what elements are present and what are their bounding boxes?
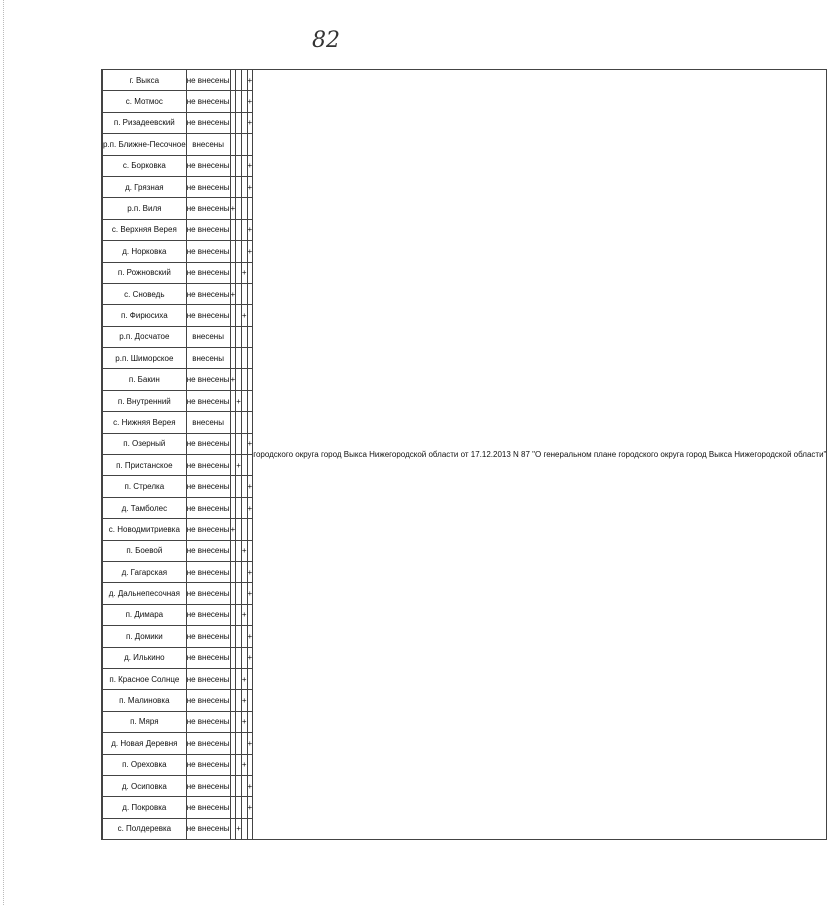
mark-cell-4: + <box>247 583 253 604</box>
settlement-name-cell: д. Осиповка <box>103 775 187 796</box>
status-cell: не внесены <box>186 540 230 561</box>
status-cell: не внесены <box>186 668 230 689</box>
settlement-name-cell: д. Грязная <box>103 176 187 197</box>
note-cell: городского округа город Выкса Нижегородской области от 17.12.2013 N 87 "О генеральном плане городского округа город Выкса Нижегородской области" <box>253 70 827 840</box>
settlement-name-cell: п. Озерный <box>103 433 187 454</box>
mark-cell-4: + <box>247 476 253 497</box>
mark-cell-4 <box>247 818 253 839</box>
mark-cell-4: + <box>247 626 253 647</box>
mark-cell-4 <box>247 348 253 369</box>
mark-cell-2: + <box>236 818 242 839</box>
settlement-name-cell: д. Тамболес <box>103 497 187 518</box>
status-cell: не внесены <box>186 70 230 91</box>
mark-cell-3: + <box>241 305 247 326</box>
mark-cell-4: + <box>247 647 253 668</box>
status-cell: не внесены <box>186 219 230 240</box>
mark-cell-1: + <box>230 369 236 390</box>
mark-cell-4: + <box>247 176 253 197</box>
settlement-name-cell: п. Красное Солнце <box>103 668 187 689</box>
status-cell: не внесены <box>186 818 230 839</box>
mark-cell-2: + <box>236 390 242 411</box>
settlement-name-cell: д. Новая Деревня <box>103 733 187 754</box>
mark-cell-3: + <box>241 711 247 732</box>
status-cell: не внесены <box>186 497 230 518</box>
mark-cell-3: + <box>241 604 247 625</box>
settlement-name-cell: п. Внутренний <box>103 390 187 411</box>
mark-cell-1: + <box>230 283 236 304</box>
settlement-name-cell: р.п. Виля <box>103 198 187 219</box>
mark-cell-4 <box>247 390 253 411</box>
mark-cell-4 <box>247 369 253 390</box>
status-cell: не внесены <box>186 647 230 668</box>
mark-cell-3: + <box>241 668 247 689</box>
mark-cell-4: + <box>247 561 253 582</box>
mark-cell-4: + <box>247 433 253 454</box>
mark-cell-4 <box>247 690 253 711</box>
settlement-name-cell: с. Полдеревка <box>103 818 187 839</box>
settlement-name-cell: п. Ризадеевский <box>103 112 187 133</box>
status-cell: не внесены <box>186 305 230 326</box>
settlement-name-cell: п. Димара <box>103 604 187 625</box>
mark-cell-1: + <box>230 198 236 219</box>
status-cell: не внесены <box>186 155 230 176</box>
mark-cell-4: + <box>247 91 253 112</box>
mark-cell-4: + <box>247 797 253 818</box>
settlement-name-cell: п. Малиновка <box>103 690 187 711</box>
settlement-name-cell: с. Новодмитриевка <box>103 519 187 540</box>
handwritten-page-number: 82 <box>312 28 340 53</box>
mark-cell-4: + <box>247 241 253 262</box>
status-cell: не внесены <box>186 561 230 582</box>
mark-cell-3: + <box>241 690 247 711</box>
mark-cell-4 <box>247 754 253 775</box>
mark-cell-4 <box>247 711 253 732</box>
status-cell: не внесены <box>186 241 230 262</box>
settlement-name-cell: с. Верхняя Верея <box>103 219 187 240</box>
mark-cell-4: + <box>247 733 253 754</box>
settlement-name-cell: д. Гагарская <box>103 561 187 582</box>
settlement-name-cell: с. Борковка <box>103 155 187 176</box>
status-cell: внесены <box>186 326 230 347</box>
mark-cell-3: + <box>241 262 247 283</box>
mark-cell-4 <box>247 412 253 433</box>
status-cell: не внесены <box>186 690 230 711</box>
mark-cell-4 <box>247 305 253 326</box>
settlement-name-cell: д. Дальнепесочная <box>103 583 187 604</box>
mark-cell-4: + <box>247 497 253 518</box>
status-cell: не внесены <box>186 476 230 497</box>
settlement-name-cell: г. Выкса <box>103 70 187 91</box>
settlement-name-cell: р.п. Шиморское <box>103 348 187 369</box>
mark-cell-1: + <box>230 519 236 540</box>
status-cell: не внесены <box>186 519 230 540</box>
scan-edge-dots <box>3 0 4 905</box>
status-cell: не внесены <box>186 198 230 219</box>
mark-cell-4 <box>247 134 253 155</box>
mark-cell-4: + <box>247 112 253 133</box>
status-cell: не внесены <box>186 733 230 754</box>
status-cell: не внесены <box>186 433 230 454</box>
mark-cell-3: + <box>241 540 247 561</box>
mark-cell-4: + <box>247 219 253 240</box>
table-row <box>102 70 827 91</box>
mark-cell-4 <box>247 604 253 625</box>
table-body <box>102 70 827 840</box>
status-cell: не внесены <box>186 283 230 304</box>
mark-cell-4 <box>247 262 253 283</box>
mark-cell-4 <box>247 668 253 689</box>
mark-cell-4 <box>247 198 253 219</box>
settlement-name-cell: п. Рожновский <box>103 262 187 283</box>
settlement-name-cell: д. Покровка <box>103 797 187 818</box>
mark-cell-4 <box>247 283 253 304</box>
status-cell: не внесены <box>186 775 230 796</box>
mark-cell-2: + <box>236 455 242 476</box>
settlement-name-cell: п. Стрелка <box>103 476 187 497</box>
settlement-name-cell: с. Нижняя Верея <box>103 412 187 433</box>
status-cell: не внесены <box>186 176 230 197</box>
status-cell: не внесены <box>186 262 230 283</box>
settlement-name-cell: д. Илькино <box>103 647 187 668</box>
settlement-name-cell: п. Бакин <box>103 369 187 390</box>
status-cell: не внесены <box>186 91 230 112</box>
status-cell: внесены <box>186 348 230 369</box>
settlement-name-cell: п. Мяря <box>103 711 187 732</box>
mark-cell-4: + <box>247 775 253 796</box>
settlement-name-cell: п. Пристанское <box>103 455 187 476</box>
status-cell: не внесены <box>186 583 230 604</box>
mark-cell-4: + <box>247 70 253 91</box>
settlement-name-cell: р.п. Досчатое <box>103 326 187 347</box>
status-cell: не внесены <box>186 390 230 411</box>
mark-cell-4: + <box>247 155 253 176</box>
settlement-name-cell: р.п. Ближне-Песочное <box>103 134 187 155</box>
mark-cell-3: + <box>241 754 247 775</box>
settlement-name-cell: с. Сноведь <box>103 283 187 304</box>
settlement-name-cell: п. Домики <box>103 626 187 647</box>
status-cell: не внесены <box>186 754 230 775</box>
settlement-name-cell: п. Боевой <box>103 540 187 561</box>
mark-cell-4 <box>247 540 253 561</box>
status-cell: не внесены <box>186 711 230 732</box>
status-cell: не внесены <box>186 797 230 818</box>
status-cell: не внесены <box>186 626 230 647</box>
settlement-name-cell: д. Норковка <box>103 241 187 262</box>
status-cell: не внесены <box>186 369 230 390</box>
mark-cell-4 <box>247 326 253 347</box>
mark-cell-4 <box>247 519 253 540</box>
status-cell: не внесены <box>186 604 230 625</box>
mark-cell-4 <box>247 455 253 476</box>
status-cell: не внесены <box>186 112 230 133</box>
settlements-table <box>101 69 827 840</box>
settlement-name-cell: п. Фирюсиха <box>103 305 187 326</box>
status-cell: не внесены <box>186 455 230 476</box>
status-cell: внесены <box>186 412 230 433</box>
settlement-name-cell: с. Мотмос <box>103 91 187 112</box>
settlement-name-cell: п. Ореховка <box>103 754 187 775</box>
status-cell: внесены <box>186 134 230 155</box>
